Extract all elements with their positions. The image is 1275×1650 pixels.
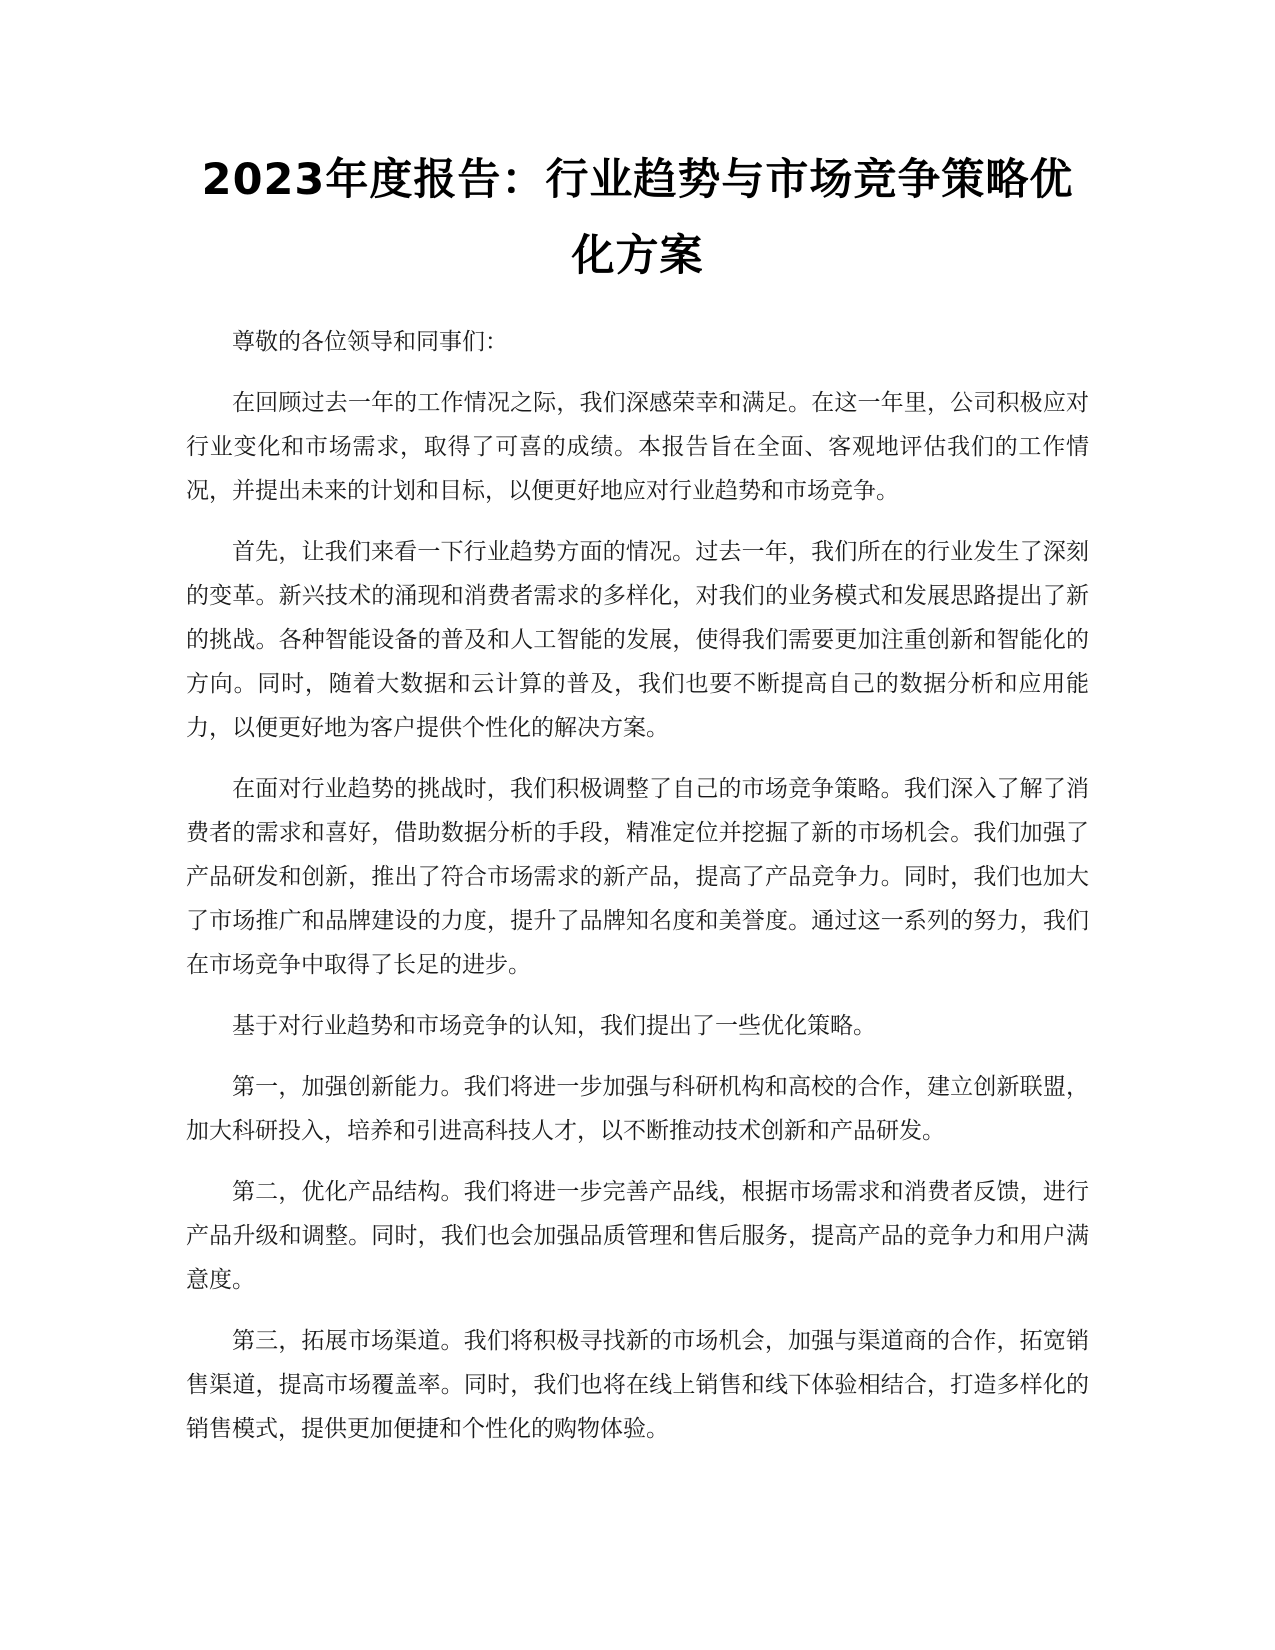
industry-trends-paragraph: 首先，让我们来看一下行业趋势方面的情况。过去一年，我们所在的行业发生了深刻的变革。新兴技术的涌现和消费者需求的多样化，对我们的业务模式和发展思路提出了新的挑战。各种智能设备的普及和人工智能的发展，使得我们需要更加注重创新和智能化的方向。同时，随着大数据和云计算的普及，我们也要不断提高自己的数据分析和应用能力，以便更好地为客户提供个性化的解决方案。 [186, 539, 1089, 741]
strategy-two-paragraph: 第二，优化产品结构。我们将进一步完善产品线，根据市场需求和消费者反馈，进行产品升级和调整。同时，我们也会加强品质管理和售后服务，提高产品的竞争力和用户满意度。 [186, 1179, 1089, 1293]
strategy-one-paragraph: 第一，加强创新能力。我们将进一步加强与科研机构和高校的合作，建立创新联盟，加大科研投入，培养和引进高科技人才，以不断推动技术创新和产品研发。 [186, 1074, 1089, 1144]
document-title: 2023年度报告：行业趋势与市场竞争策略优化方案 [201, 155, 1074, 281]
optimization-intro-paragraph: 基于对行业趋势和市场竞争的认知，我们提出了一些优化策略。 [232, 1013, 876, 1039]
strategy-three-paragraph: 第三，拓展市场渠道。我们将积极寻找新的市场机会，加强与渠道商的合作，拓宽销售渠道，提高市场覆盖率。同时，我们也将在线上销售和线下体验相结合，打造多样化的销售模式，提供更加便捷和个性化的购物体验。 [186, 1328, 1089, 1442]
competition-strategy-paragraph: 在面对行业趋势的挑战时，我们积极调整了自己的市场竞争策略。我们深入了解了消费者的需求和喜好，借助数据分析的手段，精准定位并挖掘了新的市场机会。我们加强了产品研发和创新，推出了符合市场需求的新产品，提高了产品竞争力。同时，我们也加大了市场推广和品牌建设的力度，提升了品牌知名度和美誉度。通过这一系列的努力，我们在市场竞争中取得了长足的进步。 [186, 776, 1089, 978]
document-body [186, 320, 1089, 1468]
intro-paragraph: 在回顾过去一年的工作情况之际，我们深感荣幸和满足。在这一年里，公司积极应对行业变化和市场需求，取得了可喜的成绩。本报告旨在全面、客观地评估我们的工作情况，并提出未来的计划和目标，以便更好地应对行业趋势和市场竞争。 [186, 390, 1089, 504]
salutation-paragraph: 尊敬的各位领导和同事们： [232, 329, 508, 355]
